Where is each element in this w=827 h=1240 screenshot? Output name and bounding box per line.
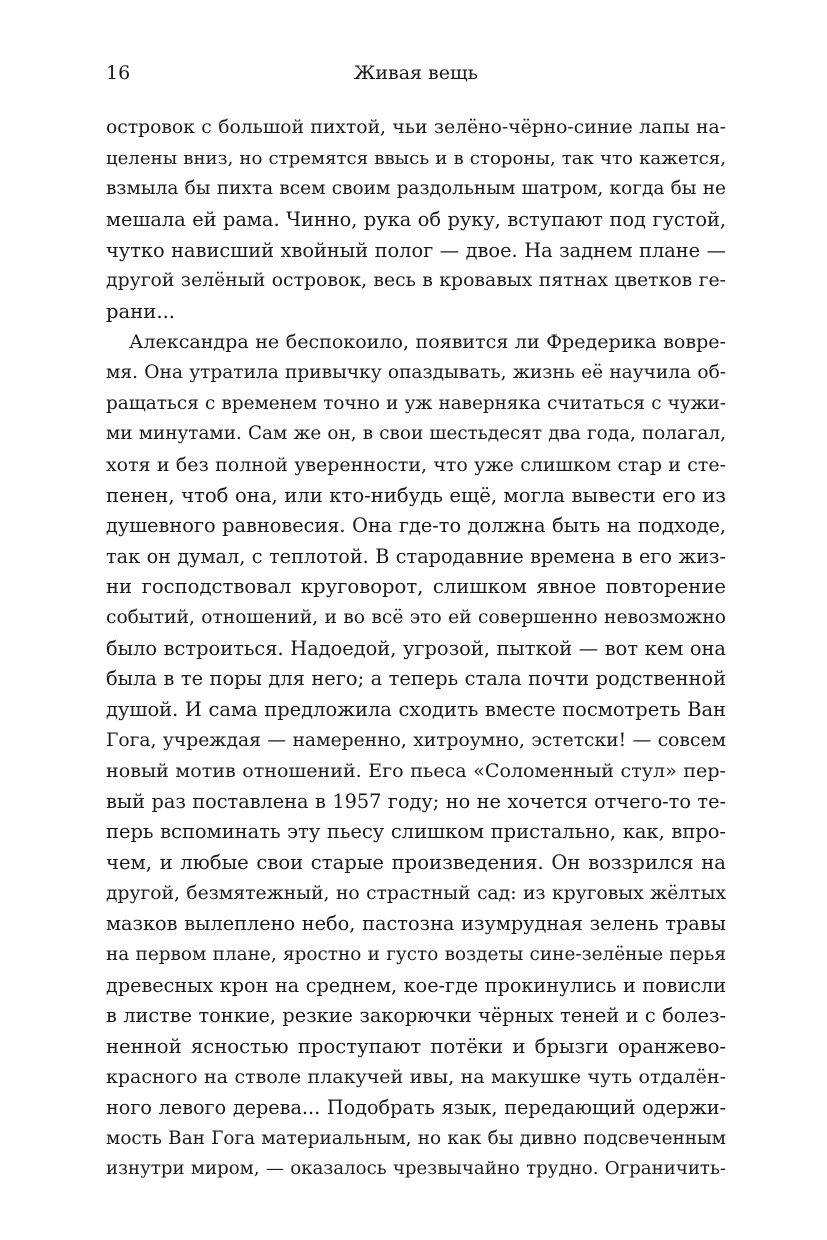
text-line: ращаться с временем точно и уж наверняка считаться с чужи- bbox=[106, 392, 726, 414]
text-line: была в те поры для него; а теперь стала почти родственной bbox=[106, 667, 726, 691]
text-line: ного левого дерева... Подобрать язык, передающий одержи- bbox=[106, 1096, 726, 1119]
text-line: на первом плане, яростно и густо воздеты сине-зелёные перья bbox=[106, 943, 726, 965]
text-line: чутко нависший хвойный полог — двое. На заднем плане — bbox=[106, 238, 726, 262]
text-line: пенен, чтоб она, или кто-нибудь ещё, могла вывести его из bbox=[106, 483, 726, 507]
text-line: душой. И сама предложила сходить вместе посмотреть Ван bbox=[106, 697, 726, 721]
text-line: красного на стволе плакучей ивы, на макушке чуть отдалён- bbox=[106, 1066, 726, 1089]
page-number: 16 bbox=[106, 62, 131, 84]
text-line: так он думал, с теплотой. В стародавние времена в его жиз- bbox=[106, 544, 726, 568]
text-line: в листве тонкие, резкие закорючки чёрных теней и с болез- bbox=[106, 1004, 726, 1028]
running-head-title: Живая вещь bbox=[353, 62, 478, 84]
text-line: ни господствовал круговорот, слишком явное повторение bbox=[106, 575, 726, 599]
text-line: мазков вылеплено небо, пастозна изумрудная зелень травы bbox=[106, 912, 726, 936]
text-line: взмыла бы пихта всем своим раздольным шатром, когда бы не bbox=[106, 178, 726, 200]
text-line: мешала ей рама. Чинно, рука об руку, вступают под густой, bbox=[106, 207, 726, 231]
body-text bbox=[106, 113, 726, 1185]
text-line: изнутри миром, — оказалось чрезвычайно трудно. Ограничить- bbox=[106, 1158, 726, 1180]
text-line: целены вниз, но стремятся ввысь и в стороны, так что кажется, bbox=[106, 147, 726, 169]
text-line: мя. Она утратила привычку опаздывать, жизнь её научила об- bbox=[106, 362, 726, 383]
text-line: было встроиться. Надоедой, угрозой, пыткой — вот кем она bbox=[106, 636, 726, 660]
text-line: ненной ясностью проступают потёки и брызги оранжево- bbox=[106, 1034, 726, 1058]
text-line: Гога, учреждая — намеренно, хитроумно, эстетски! — совсем bbox=[106, 729, 726, 751]
text-line: вый раз поставлена в 1957 году; но не хочется отчего-то те- bbox=[106, 789, 726, 813]
paragraph-first-line: Александра не беспокоило, появится ли Фредерика вовре- bbox=[129, 331, 726, 354]
text-line: ми минутами. Сам же он, в свои шестьдесят два года, полагал, bbox=[106, 423, 726, 445]
text-line: мость Ван Гога материальным, но как бы дивно подсвеченным bbox=[106, 1127, 726, 1149]
text-line: хотя и без полной уверенности, что уже слишком стар и сте- bbox=[106, 453, 726, 476]
text-line: событий, отношений, и во всё это ей совершенно невозможно bbox=[106, 607, 726, 628]
text-line: древесных крон на среднем, кое-где прокинулись и повисли bbox=[106, 973, 726, 997]
text-line: новый мотив отношений. Его пьеса «Соломенный стул» пер- bbox=[106, 760, 726, 783]
text-line: чем, и любые свои старые произведения. Он воззрился на bbox=[106, 851, 726, 874]
text-line: рани... bbox=[106, 299, 176, 323]
text-line: другой зелёный островок, весь в кровавых пятнах цветков ге- bbox=[106, 270, 726, 292]
text-line: островок с большой пихтой, чьи зелёно-чёрно-синие лапы на- bbox=[106, 117, 726, 138]
text-line: перь вспоминать эту пьесу слишком пристально, как, впро- bbox=[106, 820, 726, 844]
text-line: другой, безмятежный, но страстный сад: из круговых жёлтых bbox=[106, 882, 726, 904]
text-line: душевного равновесия. Она где-то должна быть на подходе, bbox=[106, 514, 726, 538]
